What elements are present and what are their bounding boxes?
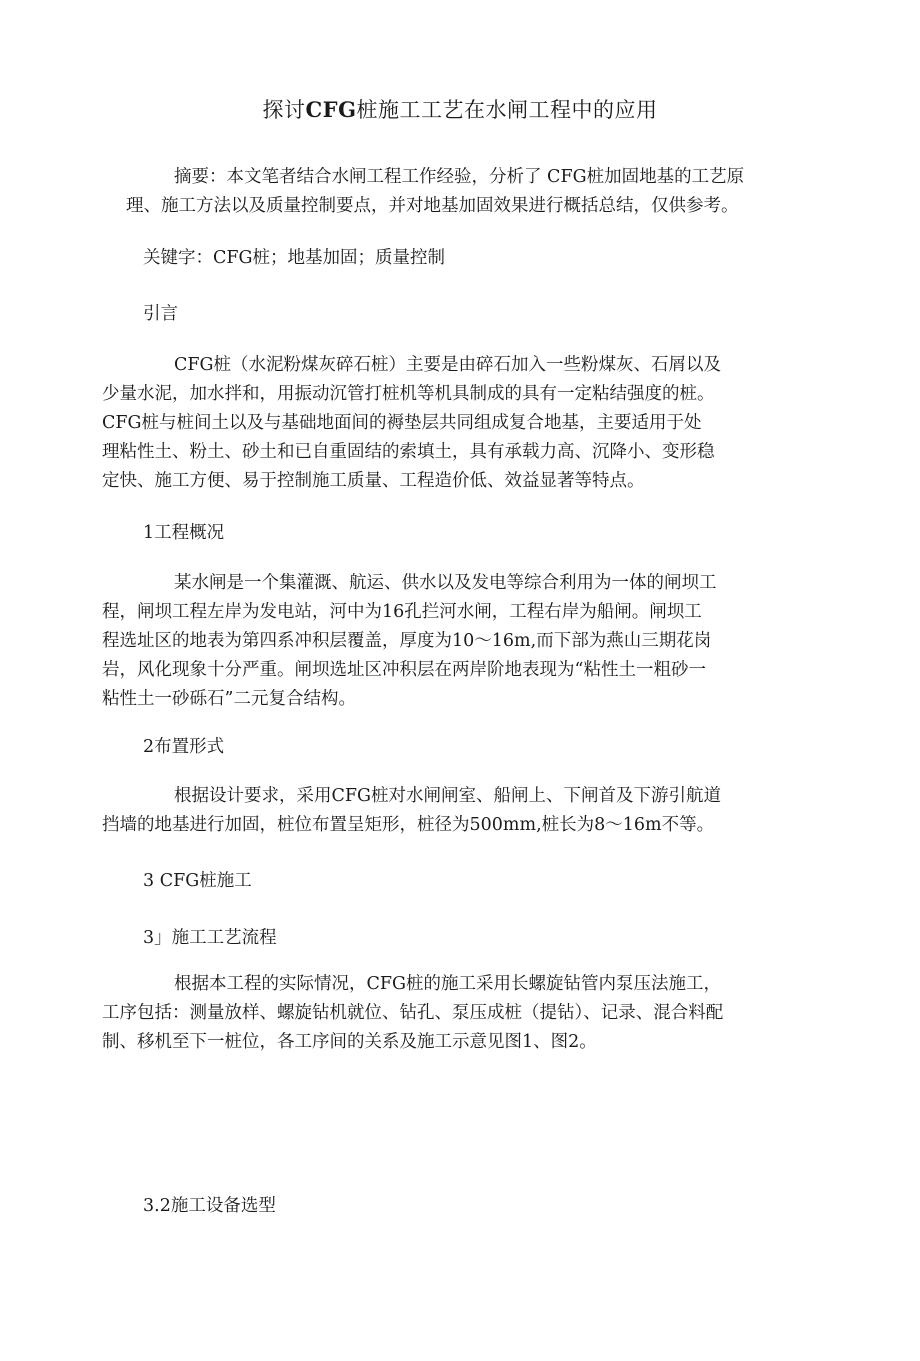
section-2-paragraph: 根据设计要求，采用CFG桩对水闸闸室、船闸上、下闸首及下游引航道 挡墙的地基进行加固，桩位布置呈矩形，桩径为500mm,桩长为8～16m不等。 bbox=[102, 786, 722, 835]
section-1-heading: 1工程概况 bbox=[143, 523, 225, 543]
section-3-1-paragraph: 根据本工程的实际情况，CFG桩的施工采用长螺旋钻管内泵压法施工， 工序包括：测量放样、螺旋钻机就位、钻孔、泵压成桩（提钻）、记录、混合料配 制、移机至下一桩位，各工序间的关系及施工示意见图1、图2。 bbox=[102, 974, 724, 1052]
page-title bbox=[0, 94, 920, 124]
section-1-paragraph: 某水闸是一个集灌溉、航运、供水以及发电等综合利用为一体的闸坝工 程，闸坝工程左岸为发电站，河中为16孔拦河水闸，工程右岸为船闸。闸坝工 程选址区的地表为第四系冲积层覆盖，厚度为10～16m,而下部为燕山三期花岗 岩，风化现象十分严重。闸坝选址区冲积层在两岸阶地表现为“粘性土一粗砂一 粘性土一砂砾石”二元复合结构。 bbox=[102, 573, 717, 709]
section-2-heading: 2布置形式 bbox=[143, 737, 225, 757]
section-3-1-heading: 3」施工工艺流程 bbox=[143, 928, 277, 948]
abstract-paragraph: 摘要：本文笔者结合水闸工程工作经验，分析了 CFG桩加固地基的工艺原 理、施工方法以及质量控制要点，并对地基加固效果进行概括总结，仅供参考。 bbox=[126, 167, 745, 216]
title-bold: CFG bbox=[305, 97, 357, 122]
keywords-line: 关键字：CFG桩；地基加固；质量控制 bbox=[143, 248, 446, 268]
intro-paragraph: CFG桩（水泥粉煤灰碎石桩）主要是由碎石加入一些粉煤灰、石屑以及 少量水泥，加水拌和，用振动沉管打桩机等机具制成的具有一定粘结强度的桩。 CFG桩与桩间土以及与基础地面间的褥垫层共同组成复合地基，主要适用于处 理粘性土、粉土、砂土和已自重固结的索填土，具有承载力高、沉降小、变形稳 定快、施工方便、易于控制施工质量、工程造价低、效益显著等特点。 bbox=[102, 355, 722, 491]
title-prefix: 探讨 bbox=[262, 98, 306, 122]
section-3-2-heading: 3.2施工设备选型 bbox=[143, 1196, 276, 1216]
section-3-heading: 3 CFG桩施工 bbox=[143, 871, 252, 891]
intro-heading: 引言 bbox=[143, 304, 178, 324]
title-suffix: 桩施工工艺在水闸工程中的应用 bbox=[356, 98, 658, 122]
